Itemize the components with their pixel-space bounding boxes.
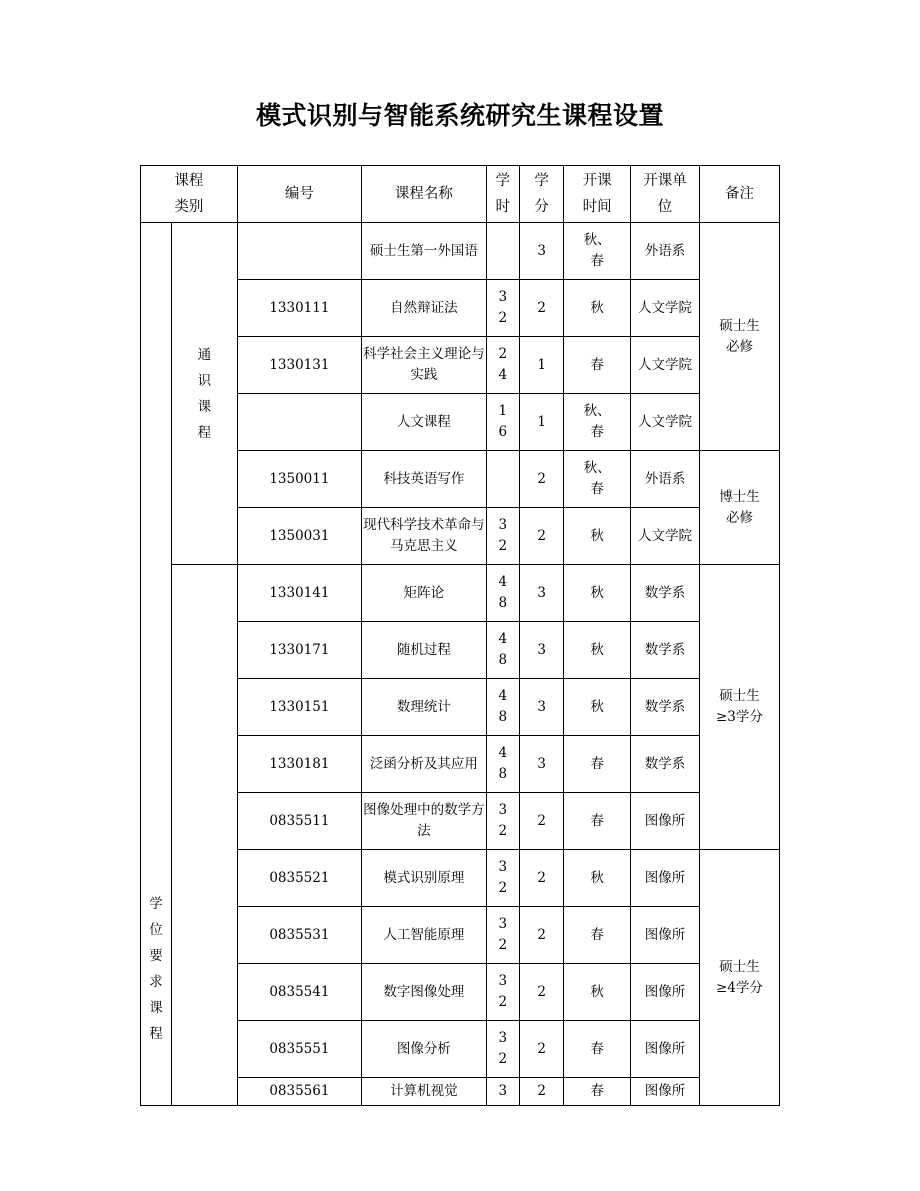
cell-code: 0835541 (237, 964, 361, 1021)
table-row (141, 964, 780, 1021)
cell-code: 0835511 (237, 793, 361, 850)
hours-digit: 4 (498, 574, 508, 590)
table-row (141, 394, 780, 451)
term-part: 秋、 (583, 232, 611, 248)
hours-digit: 2 (498, 538, 508, 554)
hours-digit: 8 (498, 766, 508, 782)
header-name: 课程名称 (362, 166, 486, 223)
cell-name: 矩阵论 (362, 565, 486, 622)
table-row (141, 679, 780, 736)
cell-dept: 人文学院 (631, 280, 700, 337)
cell-hours (486, 223, 519, 280)
cell-name: 模式识别原理 (362, 850, 486, 907)
header-category-line1: 课程 (174, 173, 204, 189)
hours-digit: 2 (498, 346, 508, 362)
cell-name: 计算机视觉 (362, 1078, 486, 1106)
cell-dept: 人文学院 (631, 394, 700, 451)
header-category (141, 166, 238, 223)
cell-term: 秋 (564, 679, 631, 736)
table-row (141, 736, 780, 793)
cell-hours (486, 679, 519, 736)
cell-note-doctor-required (699, 451, 779, 565)
cell-credit: 2 (519, 1078, 563, 1106)
note-line: ≥4学分 (716, 979, 763, 996)
table-row (141, 280, 780, 337)
cell-term: 秋 (564, 850, 631, 907)
cell-hours (486, 793, 519, 850)
cell-code: 0835551 (237, 1021, 361, 1078)
hours-digit: 8 (498, 709, 508, 725)
cell-credit: 2 (519, 850, 563, 907)
cell-code: 0835531 (237, 907, 361, 964)
table-row (141, 1021, 780, 1078)
page-title: 模式识别与智能系统研究生课程设置 (255, 101, 664, 130)
cell-dept: 图像所 (631, 1021, 700, 1078)
term-part: 春 (590, 424, 604, 440)
cell-dept: 数学系 (631, 679, 700, 736)
vertical-char: 课 (197, 398, 212, 415)
note-line: 硕士生 (719, 688, 760, 704)
cell-hours (486, 451, 519, 508)
cell-code (237, 394, 361, 451)
hours-digit: 3 (498, 1030, 508, 1046)
cell-hours (486, 622, 519, 679)
cell-name: 人文课程 (362, 394, 486, 451)
cell-dept: 外语系 (631, 451, 700, 508)
cell-dept: 人文学院 (631, 337, 700, 394)
vertical-char: 位 (149, 922, 163, 938)
vertical-char: 程 (197, 424, 212, 441)
header-hours-line2: 时 (495, 199, 510, 215)
cell-code: 1350031 (237, 508, 361, 565)
header-term-line1: 开课 (582, 173, 612, 189)
cell-name: 数字图像处理 (362, 964, 486, 1021)
vertical-char: 通 (197, 346, 212, 363)
note-line: 硕士生 (719, 958, 760, 975)
note-line: 必修 (725, 509, 753, 526)
cell-term: 春 (564, 736, 631, 793)
cell-credit: 3 (519, 565, 563, 622)
hours-digit: 1 (498, 403, 508, 419)
cell-code: 0835561 (237, 1078, 361, 1106)
vertical-char: 课 (149, 1000, 163, 1016)
cell-hours (486, 736, 519, 793)
table-row (141, 1078, 780, 1106)
cell-dept: 图像所 (631, 1078, 700, 1106)
cell-credit: 2 (519, 964, 563, 1021)
cell-code: 1330141 (237, 565, 361, 622)
hours-digit: 3 (498, 916, 508, 932)
category-general-cell (172, 223, 238, 565)
cell-term: 秋 (564, 565, 631, 622)
cell-credit: 3 (519, 679, 563, 736)
cell-term: 春 (564, 793, 631, 850)
cell-code (237, 223, 361, 280)
cell-hours (486, 508, 519, 565)
cell-hours (486, 394, 519, 451)
header-category-line2: 类别 (174, 199, 204, 215)
cell-term: 秋 (564, 622, 631, 679)
cell-credit: 2 (519, 1021, 563, 1078)
cell-credit: 2 (519, 508, 563, 565)
table-row (141, 622, 780, 679)
cell-code: 1330151 (237, 679, 361, 736)
cell-dept: 图像所 (631, 793, 700, 850)
vertical-char: 识 (197, 372, 212, 389)
hours-digit: 4 (498, 631, 508, 647)
table-row (141, 850, 780, 907)
cell-code: 1330171 (237, 622, 361, 679)
vertical-char: 程 (149, 1026, 163, 1042)
header-dept-line2: 位 (657, 199, 673, 215)
note-line: ≥3学分 (716, 709, 763, 725)
header-credit (519, 166, 563, 223)
cell-term: 春 (564, 337, 631, 394)
hours-digit: 3 (498, 517, 508, 533)
cell-name: 硕士生第一外国语 (362, 223, 486, 280)
table-row (141, 508, 780, 565)
cell-term (564, 394, 631, 451)
cell-note-master-required (699, 223, 779, 451)
category-general-label (172, 342, 237, 446)
term-part: 春 (590, 481, 604, 497)
cell-term (564, 223, 631, 280)
cell-term: 秋 (564, 508, 631, 565)
cell-hours (486, 565, 519, 622)
hours-digit: 2 (498, 994, 508, 1010)
table-row (141, 565, 780, 622)
cell-dept: 数学系 (631, 622, 700, 679)
cell-term: 春 (564, 907, 631, 964)
cell-dept: 图像所 (631, 907, 700, 964)
term-part: 秋、 (583, 460, 611, 476)
cell-dept: 数学系 (631, 736, 700, 793)
cell-code: 0835521 (237, 850, 361, 907)
category-degree-cell (172, 565, 238, 1106)
table-row (141, 223, 780, 280)
cell-term: 秋 (564, 280, 631, 337)
hours-digit: 6 (498, 424, 508, 440)
hours-digit: 4 (498, 745, 508, 761)
cell-credit: 1 (519, 394, 563, 451)
hours-digit: 8 (498, 652, 508, 668)
cell-credit: 1 (519, 337, 563, 394)
hours-digit: 4 (498, 688, 508, 704)
cell-credit: 2 (519, 793, 563, 850)
cell-name: 自然辩证法 (362, 280, 486, 337)
header-credit-line1: 学 (534, 173, 549, 189)
cell-name: 泛函分析及其应用 (362, 736, 486, 793)
hours-digit: 3 (498, 973, 508, 989)
cell-name: 随机过程 (362, 622, 486, 679)
cell-dept: 外语系 (631, 223, 700, 280)
cell-dept: 人文学院 (631, 508, 700, 565)
header-dept-line1: 开课单 (643, 173, 687, 189)
cell-hours (486, 964, 519, 1021)
cell-name: 科学社会主义理论与实践 (362, 337, 486, 394)
cell-name: 现代科学技术革命与马克思主义 (362, 508, 486, 565)
note-line: 博士生 (719, 488, 760, 505)
cell-code: 1350011 (237, 451, 361, 508)
note-line: 必修 (725, 338, 753, 355)
course-table (140, 165, 780, 1106)
hours-digit: 3 (498, 859, 508, 875)
cell-code: 1330111 (237, 280, 361, 337)
table-row (141, 337, 780, 394)
cell-name: 科技英语写作 (362, 451, 486, 508)
hours-digit: 2 (498, 823, 508, 839)
header-term (564, 166, 631, 223)
cell-hours (486, 1021, 519, 1078)
header-credit-line2: 分 (534, 199, 549, 215)
cell-code: 1330131 (237, 337, 361, 394)
cell-term: 春 (564, 1078, 631, 1106)
cell-name: 数理统计 (362, 679, 486, 736)
hours-digit: 4 (498, 367, 508, 383)
table-row (141, 793, 780, 850)
header-dept (631, 166, 700, 223)
hours-digit: 3 (498, 289, 508, 305)
hours-digit: 2 (498, 937, 508, 953)
cell-note-master-ge3 (699, 565, 779, 850)
cell-credit: 3 (519, 223, 563, 280)
cell-term: 秋 (564, 964, 631, 1021)
cell-hours (486, 280, 519, 337)
cell-hours (486, 337, 519, 394)
header-hours-line1: 学 (495, 173, 510, 189)
cell-name: 图像处理中的数学方法 (362, 793, 486, 850)
table-row (141, 451, 780, 508)
hours-digit: 2 (498, 880, 508, 896)
cell-note-master-ge4 (699, 850, 779, 1106)
header-hours (486, 166, 519, 223)
hours-digit: 8 (498, 595, 508, 611)
note-line: 硕士生 (719, 317, 760, 334)
vertical-char: 求 (149, 974, 163, 990)
cell-hours (486, 907, 519, 964)
cell-name: 人工智能原理 (362, 907, 486, 964)
hours-digit: 3 (498, 802, 508, 818)
header-note: 备注 (699, 166, 779, 223)
category-outer-cell (141, 223, 172, 1106)
cell-dept: 图像所 (631, 850, 700, 907)
hours-digit: 2 (498, 310, 508, 326)
cell-credit: 2 (519, 907, 563, 964)
cell-dept: 数学系 (631, 565, 700, 622)
cell-credit: 2 (519, 280, 563, 337)
cell-term (564, 451, 631, 508)
cell-name: 图像分析 (362, 1021, 486, 1078)
hours-digit: 2 (498, 1051, 508, 1067)
table-row (141, 907, 780, 964)
cell-credit: 3 (519, 736, 563, 793)
course-table-container (140, 165, 780, 1106)
cell-hours (486, 850, 519, 907)
cell-code: 1330181 (237, 736, 361, 793)
cell-credit: 3 (519, 622, 563, 679)
term-part: 秋、 (583, 403, 611, 419)
cell-hours: 3 (486, 1078, 519, 1106)
vertical-char: 学 (149, 896, 163, 912)
table-header-row (141, 166, 780, 223)
cell-dept: 图像所 (631, 964, 700, 1021)
term-part: 春 (590, 253, 604, 269)
cell-term: 春 (564, 1021, 631, 1078)
header-code: 编号 (237, 166, 361, 223)
header-term-line2: 时间 (582, 199, 612, 215)
category-outer-label (141, 223, 171, 1105)
vertical-char: 要 (149, 948, 163, 964)
cell-credit: 2 (519, 451, 563, 508)
